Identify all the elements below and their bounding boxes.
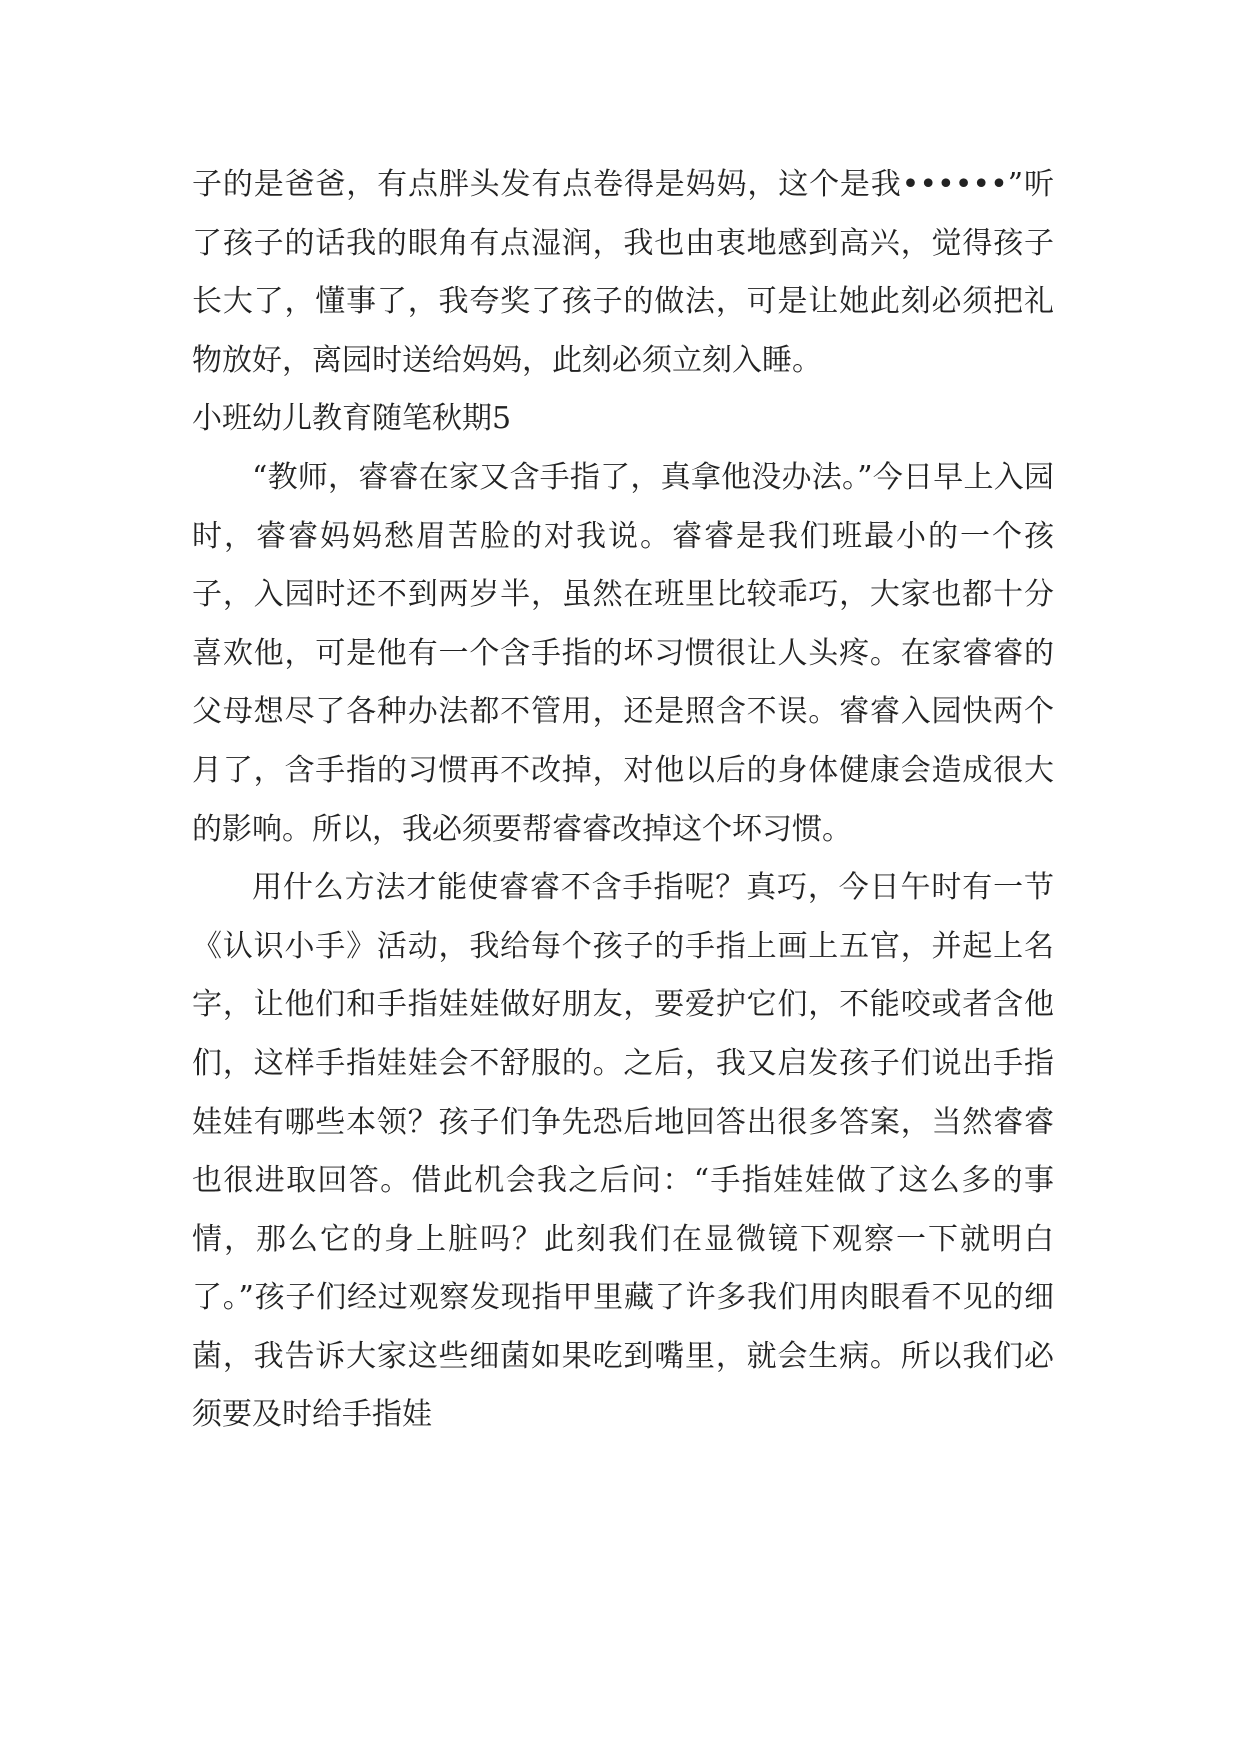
- section-title: 小班幼儿教育随笔秋期5: [192, 401, 512, 437]
- paragraph-1: “教师，睿睿在家又含手指了，真拿他没办法。”今日早上入园时，睿睿妈妈愁眉苦脸的对我说。睿睿是我们班最小的一个孩子，入园时还不到两岁半，虽然在班里比较乖巧，大家也都十分喜欢他，可是他有一个含手指的坏习惯很让人头疼。在家睿睿的父母想尽了各种办法都不管用，还是照含不误。睿睿入园快两个月了，含手指的习惯再不改掉，对他以后的身体健康会造成很大的影响。所以，我必须要帮睿睿改掉这个坏习惯。: [192, 459, 1054, 847]
- paragraph-2: 用什么方法才能使睿睿不含手指呢？真巧，今日午时有一节《认识小手》活动，我给每个孩子的手指上画上五官，并起上名字，让他们和手指娃娃做好朋友，要爱护它们，不能咬或者含他们，这样手指娃娃会不舒服的。之后，我又启发孩子们说出手指娃娃有哪些本领？孩子们争先恐后地回答出很多答案，当然睿睿也很进取回答。借此机会我之后问：“手指娃娃做了这么多的事情，那么它的身上脏吗？此刻我们在显微镜下观察一下就明白了。”孩子们经过观察发现指甲里藏了许多我们用肉眼看不见的细菌，我告诉大家这些细菌如果吃到嘴里，就会生病。所以我们必须要及时给手指娃: [192, 870, 1054, 1433]
- paragraph-continued: 子的是爸爸，有点胖头发有点卷得是妈妈，这个是我••••••”听了孩子的话我的眼角有点湿润，我也由衷地感到高兴，觉得孩子长大了，懂事了，我夸奖了孩子的做法，可是让她此刻必须把礼物放好，离园时送给妈妈，此刻必须立刻入睡。: [192, 167, 1054, 378]
- document-body: [192, 156, 1054, 1445]
